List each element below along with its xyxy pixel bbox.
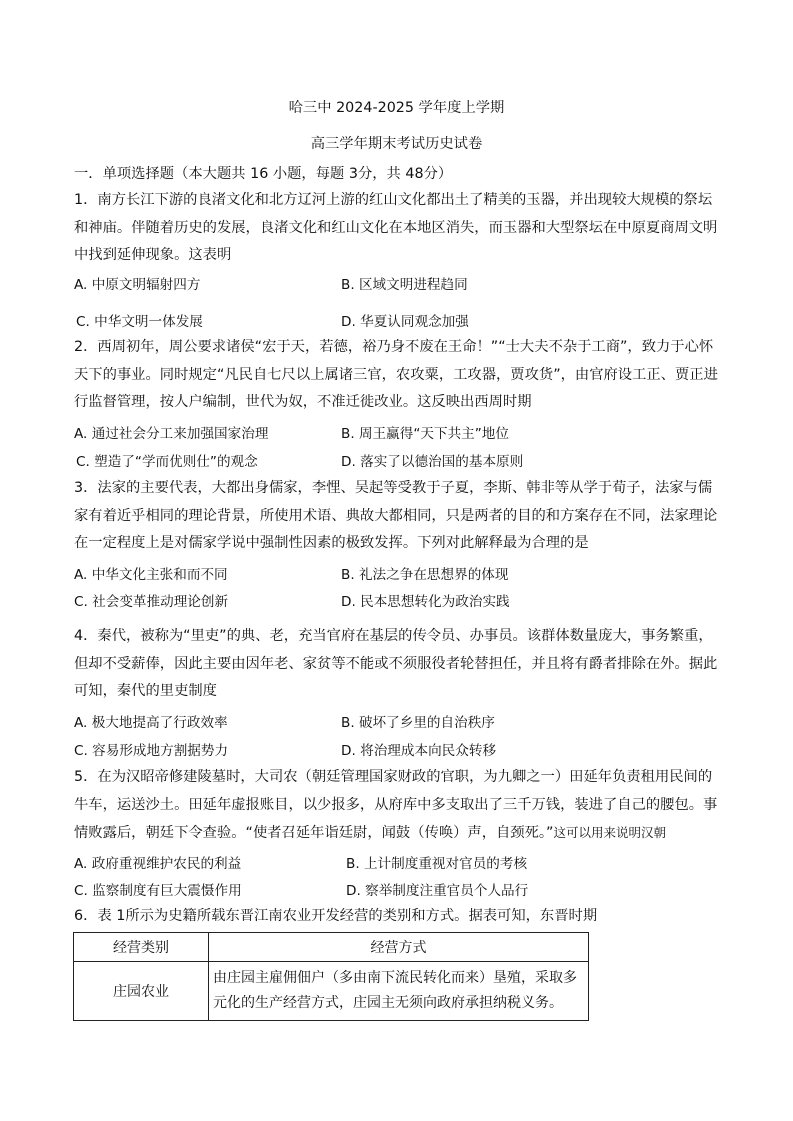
- table-header-row: [74, 933, 589, 962]
- question-3-stem: 3．法家的主要代表，大都出身儒家，李悝、吴起等受教于子夏，李斯、韩非等从学于荀子，法家与儒家有着近乎相同的理论背景，所使用术语、典故大都相同，只是两者的目的和方案存在不同，法家理论在一定程度上是对儒家学说中强制性因素的极致发挥。下列对此解释最为合理的是: [74, 480, 718, 551]
- exam-school-title: 哈三中 2024-2025 学年度上学期: [288, 100, 505, 116]
- section-heading: 一．单项选择题（本大题共 16 小题，每题 3分，共 48分）: [74, 166, 453, 182]
- question-6-stem: 6．表 1所示为史籍所载东晋江南农业开发经营的类别和方式。据表可知，东晋时期: [74, 908, 598, 924]
- question-4-option-c[interactable]: C. 容易形成地方割据势力: [74, 743, 229, 759]
- table-header-mode: 经营方式: [209, 933, 589, 962]
- table-1: [73, 932, 589, 1021]
- question-2-option-d[interactable]: D. 落实了以德治国的基本原则: [341, 454, 524, 470]
- question-5-option-b[interactable]: B. 上计制度重视对官员的考核: [346, 856, 528, 872]
- question-1-option-a[interactable]: A. 中原文明辐射四方: [74, 277, 201, 293]
- exam-subject-title: 高三学年期末考试历史试卷: [310, 136, 483, 152]
- question-2-option-a[interactable]: A. 通过社会分工来加强国家治理: [74, 426, 269, 442]
- question-4-option-b[interactable]: B. 破坏了乡里的自治秩序: [341, 715, 495, 731]
- table-cell-mode: 由庄园主雇佣佃户（多由南下流民转化而来）垦殖，采取多元化的生产经营方式，庄园主无须向政府承担纳税义务。: [209, 962, 589, 1021]
- question-2-option-b[interactable]: B. 周王赢得“天下共主”地位: [341, 426, 509, 442]
- question-4-option-d[interactable]: D. 将治理成本向民众转移: [341, 743, 497, 759]
- table-cell-category: 庄园农业: [74, 962, 209, 1021]
- question-4-stem: 4．秦代，被称为“里吏”的典、老，充当官府在基层的传令员、办事员。该群体数量庞大，事务繁重，但却不受薪俸，因此主要由因年老、家贫等不能或不须服役者轮替担任，并且将有爵者排除在外。据此可知，秦代的里吏制度: [74, 628, 718, 699]
- question-3-option-c[interactable]: C. 社会变革推动理论创新: [74, 594, 229, 610]
- question-1-option-c[interactable]: C. 中华文明一体发展: [76, 314, 203, 330]
- table-header-category: 经营类别: [74, 933, 209, 962]
- question-2-stem: 2．西周初年，周公要求诸侯“宏于天，若德，裕乃身不废在王命！”“士大夫不杂于工商”，致力于心怀天下的事业。同时规定“凡民自七尺以上属诸三官，农攻粟，工攻器，贾攻货”，由官府设工正、贾正进行监督管理，按人户编制，世代为奴，不准迁徙改业。这反映出西周时期: [74, 339, 718, 410]
- question-2-option-c[interactable]: C. 塑造了“学而优则仕”的观念: [76, 454, 258, 470]
- question-5-stem-main: 5．在为汉昭帝修建陵墓时，大司农（朝廷管理国家财政的官职，为九卿之一）田延年负责租用民间的牛车，运送沙土。田延年虚报账目，以少报多，从府库中多支取出了三千万钱，装进了自己的腰包。事情败露后，朝廷下令查验。“使者召延年诣廷尉，闻鼓（传唤）声，自颈死。”: [74, 769, 718, 841]
- question-5-option-c[interactable]: C. 监察制度有巨大震慑作用: [74, 883, 242, 899]
- table-row: [74, 962, 589, 1021]
- question-1-stem: 1．南方长江下游的良渚文化和北方辽河上游的红山文化都出土了精美的玉器，并出现较大规模的祭坛和神庙。伴随着历史的发展，良渚文化和红山文化在本地区消失，而玉器和大型祭坛在中原夏商周文明中找到延伸现象。这表明: [74, 192, 718, 263]
- question-3-option-a[interactable]: A. 中华文化主张和而不同: [74, 567, 228, 583]
- question-1-option-b[interactable]: B. 区域文明进程趋同: [341, 277, 468, 293]
- question-3-option-d[interactable]: D. 民本思想转化为政治实践: [341, 594, 510, 610]
- question-3-option-b[interactable]: B. 礼法之争在思想界的体现: [341, 567, 509, 583]
- question-5-stem: [74, 764, 720, 848]
- question-1-option-d[interactable]: D. 华夏认同观念加强: [341, 314, 469, 330]
- question-5-option-d[interactable]: D. 察举制度注重官员个人品行: [346, 883, 529, 899]
- question-5-stem-tail: 这可以用来说明汉朝: [553, 825, 666, 840]
- question-4-option-a[interactable]: A. 极大地提高了行政效率: [74, 715, 228, 731]
- question-5-option-a[interactable]: A. 政府重视维护农民的利益: [74, 856, 242, 872]
